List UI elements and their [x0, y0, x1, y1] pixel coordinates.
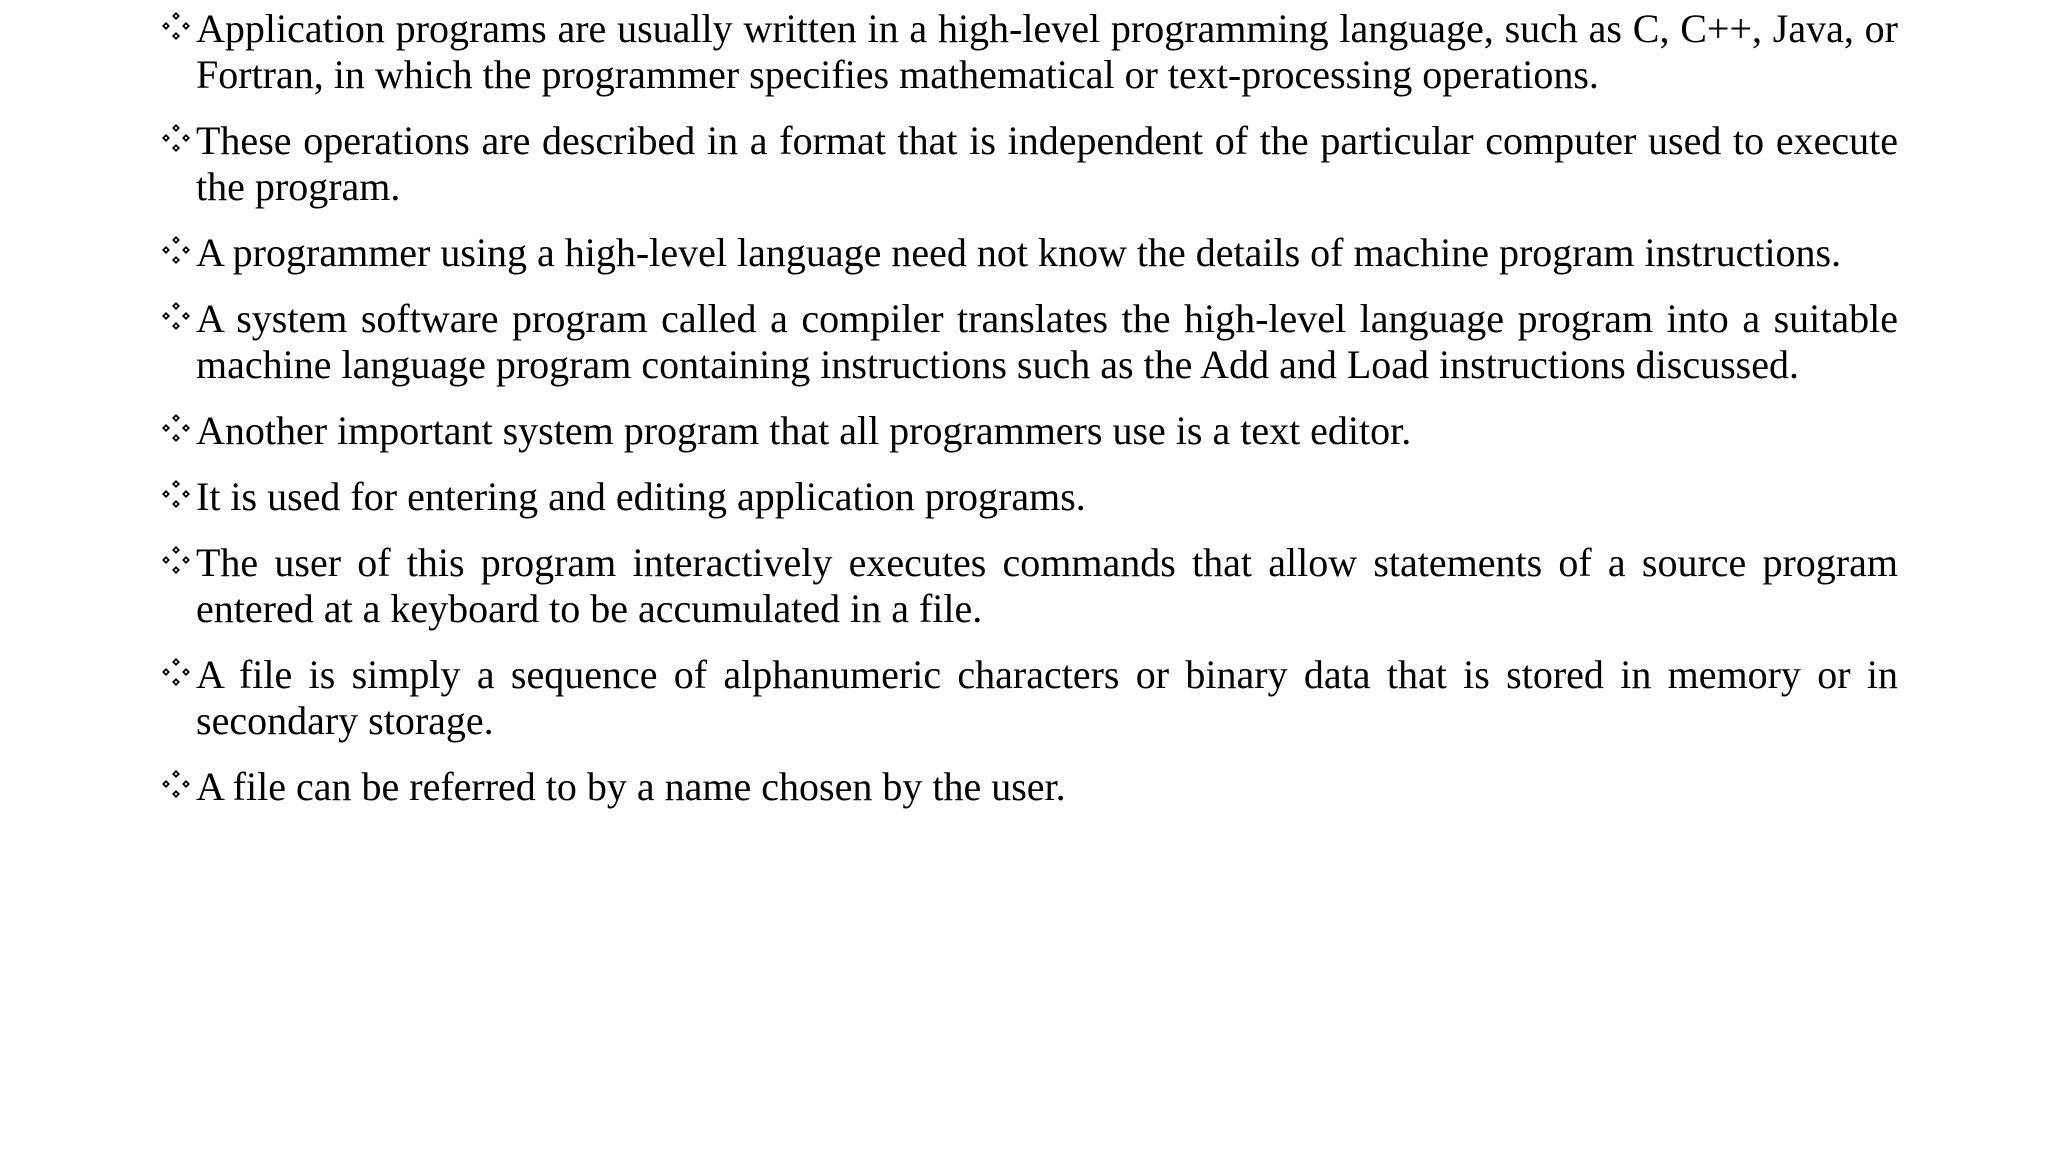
four-diamond-bullet-icon [160, 474, 196, 520]
four-diamond-bullet-icon [160, 296, 196, 342]
bullet-text: It is used for entering and editing application programs. [196, 474, 1086, 519]
bullet-text: A file is simply a sequence of alphanumeric characters or binary data that is stored in memory or in secondary storage. [196, 652, 1898, 743]
list-item [160, 6, 1898, 98]
list-item [160, 118, 1898, 210]
bullet-text: A file can be referred to by a name chosen by the user. [196, 764, 1066, 809]
four-diamond-bullet-icon [160, 652, 196, 698]
list-item [160, 408, 1898, 454]
four-diamond-bullet-icon [160, 6, 196, 52]
list-item [160, 764, 1898, 810]
bullet-text: Another important system program that all programmers use is a text editor. [196, 408, 1412, 453]
four-diamond-bullet-icon [160, 764, 196, 810]
four-diamond-bullet-icon [160, 540, 196, 586]
four-diamond-bullet-icon [160, 230, 196, 276]
list-item [160, 474, 1898, 520]
four-diamond-bullet-icon [160, 408, 196, 454]
list-item [160, 296, 1898, 388]
bullet-text: These operations are described in a format that is independent of the particular computer used to execute the program. [196, 118, 1898, 209]
four-diamond-bullet-icon [160, 118, 196, 164]
bullet-text: Application programs are usually written in a high-level programming language, such as C, C++, Java, or Fortran, in which the programmer specifies mathematical or text-processing operations. [196, 6, 1898, 97]
bullet-list [160, 6, 1898, 830]
bullet-text: The user of this program interactively executes commands that allow statements of a source program entered at a keyboard to be accumulated in a file. [196, 540, 1898, 631]
bullet-text: A system software program called a compiler translates the high-level language program into a suitable machine language program containing instructions such as the Add and Load instructions discussed. [196, 296, 1898, 387]
list-item [160, 652, 1898, 744]
bullet-text: A programmer using a high-level language need not know the details of machine program instructions. [196, 230, 1842, 275]
list-item [160, 540, 1898, 632]
list-item [160, 230, 1898, 276]
